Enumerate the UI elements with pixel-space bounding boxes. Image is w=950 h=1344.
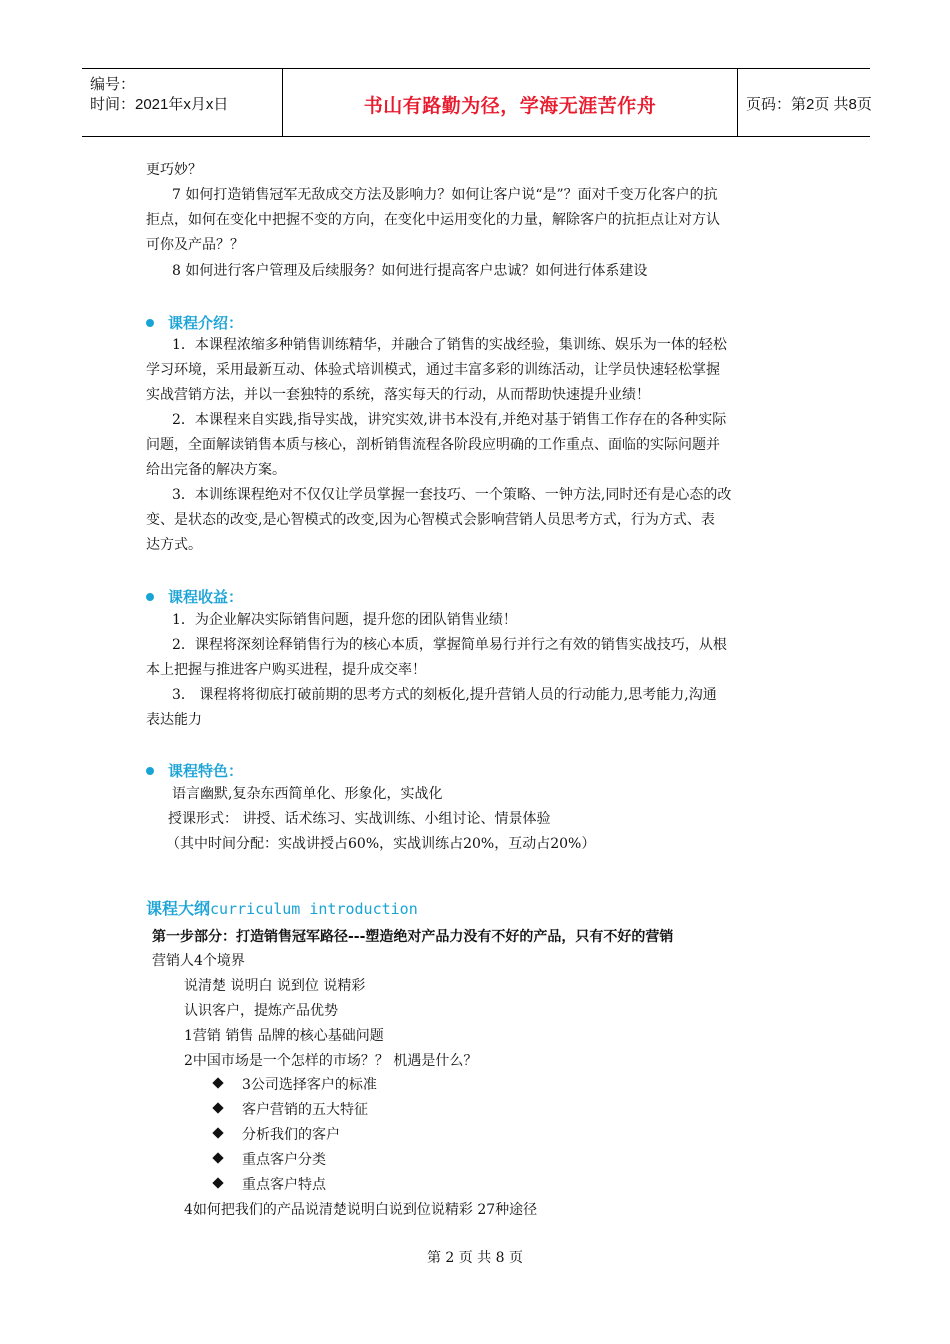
benefit-line: 3． 课程将将彻底打破前期的思考方式的刻板化,提升营销人员的行动能力,思考能力,沟通 <box>172 687 717 703</box>
intro-line: 变、是状态的改变,是心智模式的改变,因为心智模式会影响营销人员思考方式，行为方式、表 <box>146 512 715 528</box>
page-indicator: 页码：第2页 共8页 <box>746 96 872 113</box>
intro-line: 给出完备的解决方案。 <box>146 462 286 478</box>
intro-line: 学习环境，采用最新互动、体验式培训模式，通过丰富多彩的训练活动，让学员快速轻松掌握 <box>146 362 720 378</box>
diamond-bullet-icon <box>212 1127 223 1138</box>
body-line: 拒点，如何在变化中把握不变的方向，在变化中运用变化的力量，解除客户的抗拒点让对方认 <box>146 212 720 228</box>
outline-item: 说清楚 说明白 说到位 说精彩 <box>184 978 366 994</box>
outline-item: 4如何把我们的产品说清楚说明白说到位说精彩 27种途径 <box>184 1202 538 1218</box>
doc-date-label: 时间：2021年x月x日 <box>90 96 229 113</box>
outline-bullet-item: 重点客户分类 <box>214 1151 326 1169</box>
header-left-cell <box>82 69 283 136</box>
feature-line: 语言幽默,复杂东西简单化、形象化，实战化 <box>172 786 443 802</box>
intro-line: 问题，全面解读销售本质与核心，剖析销售流程各阶段应明确的工作重点、面临的实际问题并 <box>146 437 720 453</box>
bullet-dot-icon <box>146 319 154 327</box>
diamond-bullet-icon <box>212 1102 223 1113</box>
section-heading-intro: 课程介绍： <box>146 312 243 333</box>
outline-step-heading: 第一步部分：打造销售冠军路径---塑造绝对产品力没有不好的产品，只有不好的营销 <box>152 929 674 945</box>
body-line: 8 如何进行客户管理及后续服务？如何进行提高客户忠诚？如何进行体系建设 <box>172 263 648 279</box>
bullet-dot-icon <box>146 767 154 775</box>
outline-bullet-item: 客户营销的五大特征 <box>214 1101 368 1119</box>
benefit-line: 1．为企业解决实际销售问题，提升您的团队销售业绩！ <box>172 612 517 628</box>
benefit-line: 表达能力 <box>146 712 202 728</box>
header-center-cell <box>283 69 738 136</box>
body-line: 可你及产品？？ <box>146 237 244 253</box>
intro-line: 3．本训练课程绝对不仅仅让学员掌握一套技巧、一个策略、一钟方法,同时还有是心态的改 <box>172 487 732 503</box>
intro-line: 2．本课程来自实践,指导实战，讲究实效,讲书本没有,并绝对基于销售工作存在的各种实际 <box>172 412 727 428</box>
diamond-bullet-icon <box>212 1152 223 1163</box>
outline-item: 1营销 销售 品牌的核心基础问题 <box>184 1028 384 1044</box>
header-motto: 书山有路勤为径，学海无涯苦作舟 <box>363 95 657 117</box>
intro-line: 1．本课程浓缩多种销售训练精华，并融合了销售的实战经验，集训练、娱乐为一体的轻松 <box>172 337 727 353</box>
diamond-bullet-icon <box>212 1077 223 1088</box>
outline-item: 2中国市场是一个怎样的市场？？ 机遇是什么？ <box>184 1053 478 1069</box>
outline-title: 课程大纲curriculum introduction <box>146 899 418 918</box>
doc-number-label: 编号： <box>90 76 136 93</box>
outline-bullet-item: 分析我们的客户 <box>214 1126 340 1144</box>
benefit-line: 本上把握与推进客户购买进程，提升成交率！ <box>146 662 426 678</box>
outline-item: 营销人4个境界 <box>152 953 245 969</box>
section-heading-benefit: 课程收益： <box>146 586 243 607</box>
body-line: 更巧妙？ <box>146 162 202 178</box>
section-heading-feature: 课程特色： <box>146 760 243 781</box>
page-footer: 第 2 页 共 8 页 <box>426 1250 524 1266</box>
diamond-bullet-icon <box>212 1177 223 1188</box>
body-line: 7 如何打造销售冠军无敌成交方法及影响力？如何让客户说“是”？面对千变万化客户的抗 <box>172 187 718 203</box>
outline-bullet-item: 3公司选择客户的标准 <box>214 1076 377 1094</box>
feature-line: 授课形式： 讲授、话术练习、实战训练、小组讨论、情景体验 <box>168 811 551 827</box>
header-table <box>82 68 870 137</box>
outline-bullet-item: 重点客户特点 <box>214 1176 326 1194</box>
header-right-cell <box>738 69 870 136</box>
benefit-line: 2．课程将深刻诠释销售行为的核心本质，掌握简单易行并行之有效的销售实战技巧，从根 <box>172 637 727 653</box>
intro-line: 实战营销方法，并以一套独特的系统，落实每天的行动，从而帮助快速提升业绩！ <box>146 387 650 403</box>
feature-line: （其中时间分配：实战讲授占60%，实战训练占20%，互动占20%） <box>166 836 596 852</box>
bullet-dot-icon <box>146 593 154 601</box>
outline-item: 认识客户，提炼产品优势 <box>184 1003 338 1019</box>
intro-line: 达方式。 <box>146 537 202 553</box>
